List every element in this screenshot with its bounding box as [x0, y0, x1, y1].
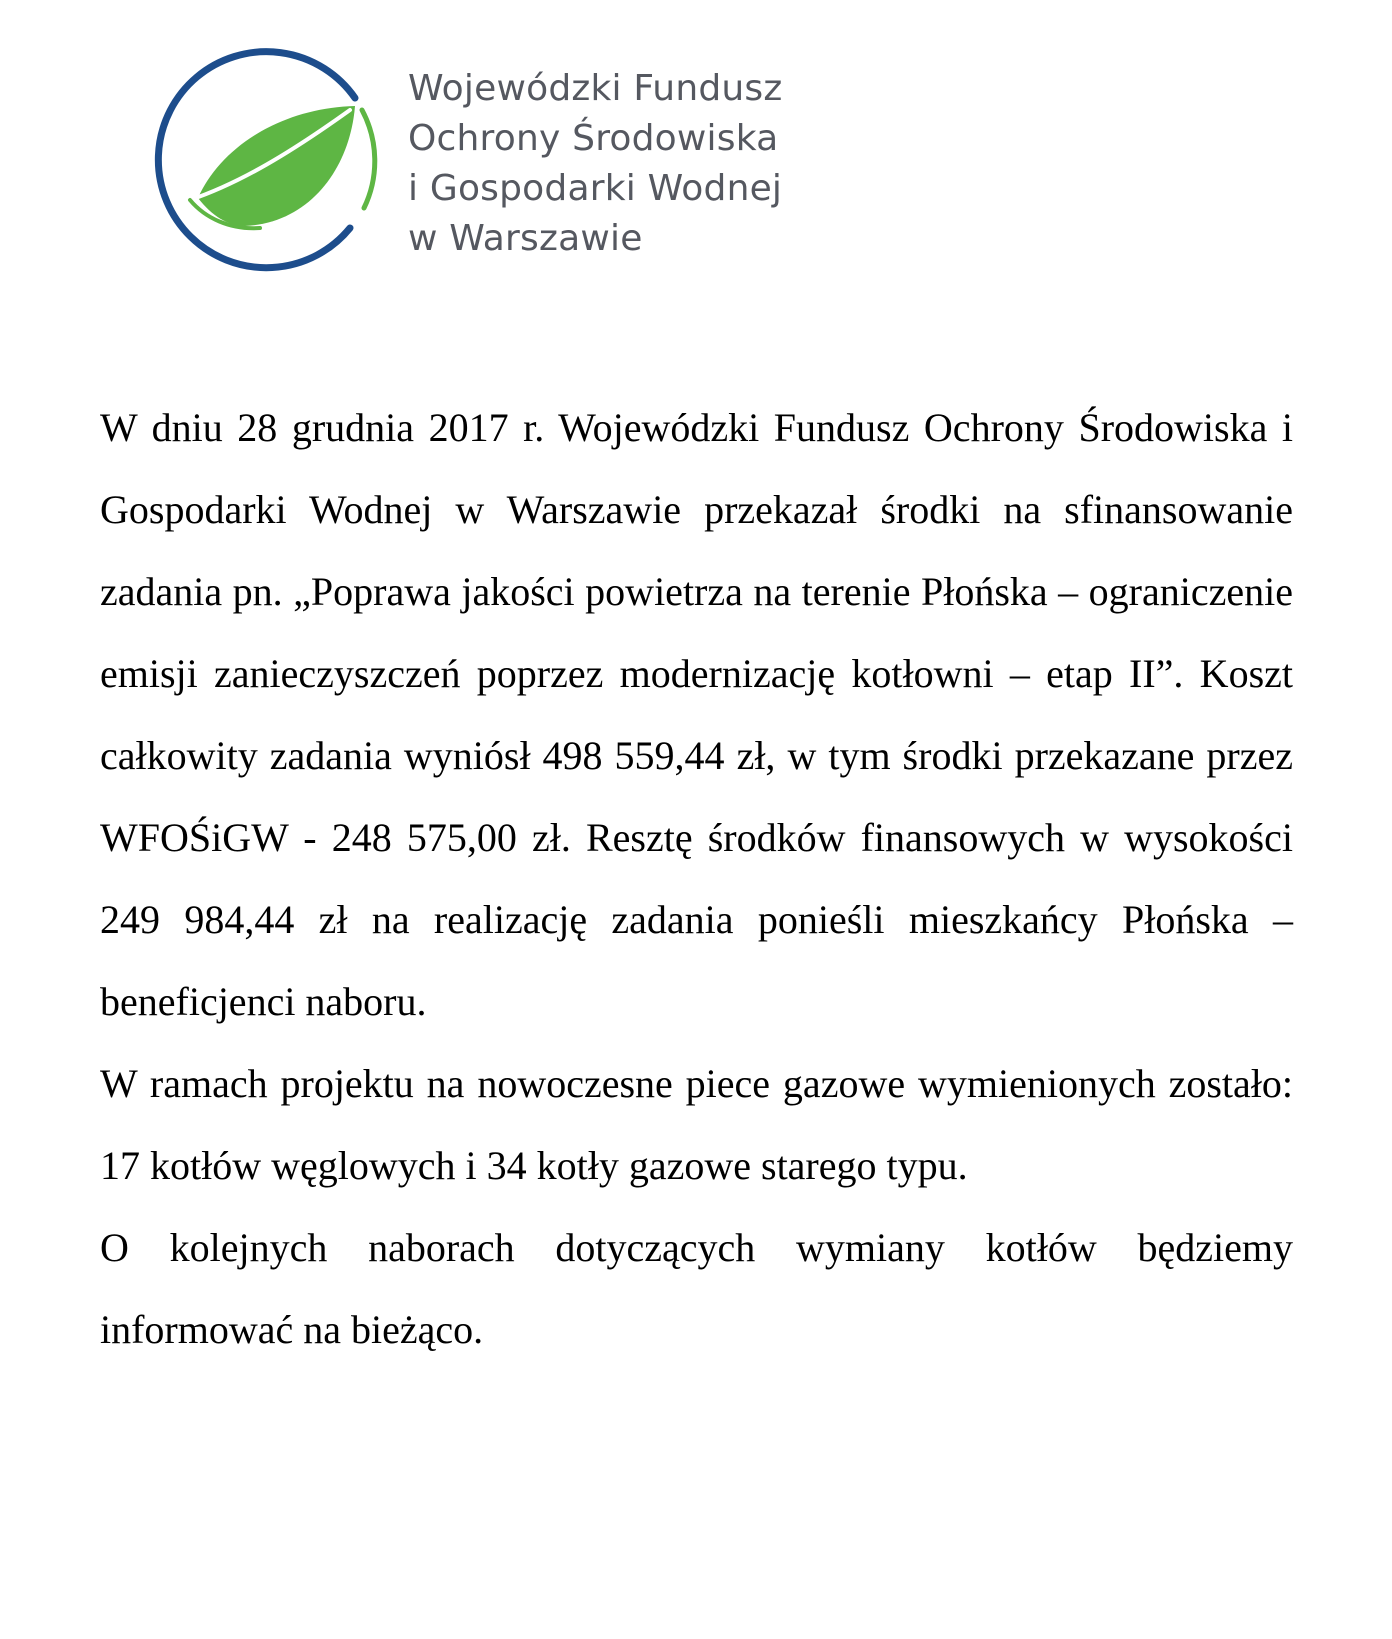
leaf-in-ring-icon — [150, 38, 390, 278]
paragraph-boilers: W ramach projektu na nowoczesne piece gazowe wymienionych zostało: 17 kotłów węglowych i 34 kotły gazowe starego typu. — [100, 1061, 1293, 1188]
logo-line: w Warszawie — [408, 218, 643, 259]
wfosigw-logo — [150, 38, 830, 278]
logo-wordmark — [408, 64, 782, 264]
logo-line: Ochrony Środowiska — [408, 118, 779, 159]
logo-line: i Gospodarki Wodnej — [408, 168, 783, 209]
paragraph-funding: W dniu 28 grudnia 2017 r. Wojewódzki Fundusz Ochrony Środowiska i Gospodarki Wodnej w Warszawie przekazał środki na sfinansowanie zadania pn. „Poprawa jakości powietrza na terenie Płońska – ograniczenie emisji zanieczyszczeń poprzez modernizację kotłowni – etap II”. Koszt całkowity zadania wyniósł 498 559,44 zł, w tym środki przekazane przez WFOŚiGW - 248 575,00 zł. Resztę środków finansowych w wysokości 249 984,44 zł na realizację zadania ponieśli mieszkańcy Płońska – beneficjenci naboru. — [100, 405, 1293, 1024]
paragraph-future-info: O kolejnych naborach dotyczących wymiany kotłów będziemy informować na bieżąco. — [100, 1225, 1293, 1352]
logo-line: Wojewódzki Fundusz — [408, 68, 783, 109]
document-body — [100, 387, 1293, 1371]
